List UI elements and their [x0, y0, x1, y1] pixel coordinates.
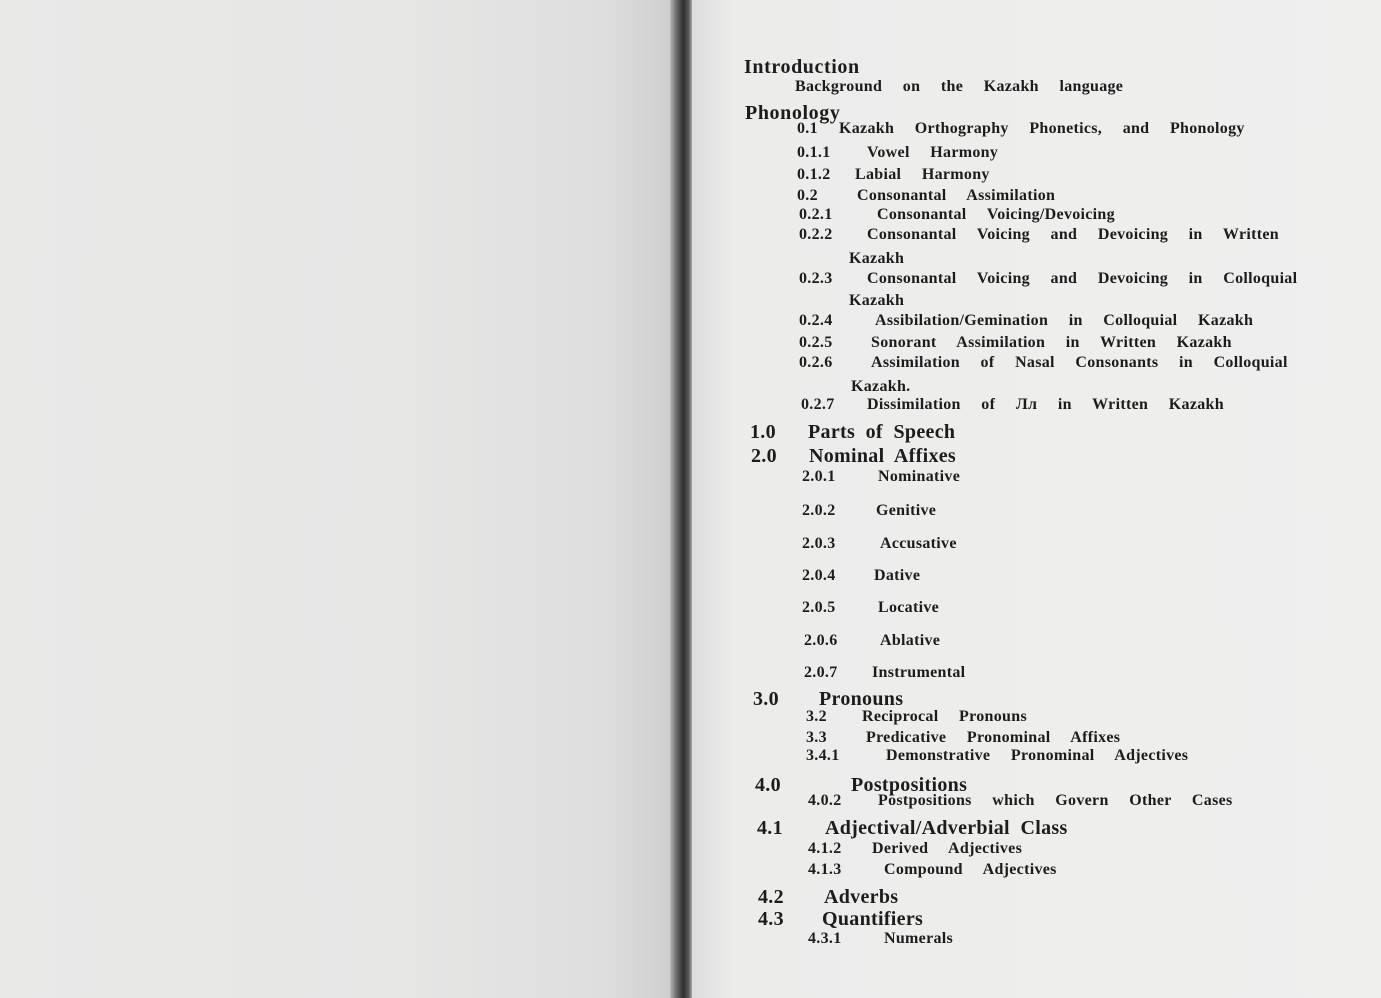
toc-title: Consonantal Voicing and Devoicing in Written — [867, 226, 1279, 243]
toc-title: Introduction — [744, 56, 860, 78]
toc-entry-s2-0 — [751, 445, 956, 468]
toc-entry-s0-2-7 — [801, 396, 1224, 414]
toc-number: 3.2 — [806, 708, 827, 725]
toc-title: Labial Harmony — [855, 166, 990, 183]
toc-number: 2.0.4 — [802, 567, 836, 584]
toc-number: 2.0 — [751, 445, 777, 467]
toc-title: Accusative — [880, 535, 957, 552]
toc-title: Pronouns — [819, 688, 904, 710]
toc-entry-s0-2-6-cont — [851, 378, 910, 396]
toc-entry-s0-1-2 — [797, 166, 990, 184]
toc-number: 0.2 — [797, 187, 818, 204]
toc-title: Assimilation of Nasal Consonants in Colloquial — [871, 354, 1288, 371]
toc-number: 3.3 — [806, 729, 827, 746]
toc-title: Predicative Pronominal Affixes — [866, 729, 1121, 746]
toc-entry-s0-2-3 — [799, 270, 1297, 288]
toc-title: Nominal Affixes — [809, 445, 957, 467]
toc-entry-s2-0-3 — [802, 535, 957, 553]
toc-title: Quantifiers — [822, 908, 924, 930]
toc-number: 2.0.3 — [802, 535, 836, 552]
toc-title: Vowel Harmony — [867, 144, 999, 161]
toc-number: 1.0 — [750, 421, 776, 443]
toc-number: 2.0.2 — [802, 502, 836, 519]
toc-number: 0.1 — [797, 120, 818, 137]
toc-entry-background — [795, 78, 1123, 96]
toc-number: 4.1 — [757, 817, 783, 839]
toc-entry-s0-2-2-cont — [849, 250, 904, 268]
toc-title: Dative — [874, 567, 921, 584]
toc-entry-s4-1-3 — [808, 861, 1057, 879]
toc-entry-s0-2 — [797, 187, 1055, 205]
toc-title: Kazakh. — [851, 378, 911, 395]
toc-entry-s2-0-5 — [802, 599, 939, 617]
toc-entry-s3-2 — [806, 708, 1027, 726]
toc-title: Compound Adjectives — [884, 861, 1057, 878]
toc-entry-s4-2 — [758, 886, 898, 909]
toc-title: Kazakh Orthography Phonetics, and Phonology — [839, 120, 1245, 137]
toc-entry-s0-1-1 — [797, 144, 998, 162]
toc-entry-s0-2-6 — [799, 354, 1288, 372]
toc-title: Numerals — [884, 930, 954, 947]
toc-entry-s2-0-6 — [804, 632, 940, 650]
toc-title: Phonology — [745, 102, 841, 124]
toc-number: 3.0 — [753, 688, 779, 710]
toc-number: 0.2.6 — [799, 354, 833, 371]
toc-number: 0.2.3 — [799, 270, 833, 287]
toc-entry-s3-4-1 — [806, 747, 1188, 765]
toc-title: Reciprocal Pronouns — [862, 708, 1027, 725]
toc-entry-s4-1-2 — [808, 840, 1022, 858]
toc-title: Demonstrative Pronominal Adjectives — [886, 747, 1189, 764]
toc-number: 2.0.1 — [802, 468, 836, 485]
toc-number: 4.1.3 — [808, 861, 842, 878]
toc-entry-s1-0 — [750, 421, 955, 444]
toc-title: Assibilation/Gemination in Colloquial Kazakh — [875, 312, 1254, 329]
toc-title: Background on the Kazakh language — [795, 78, 1124, 95]
toc-title: Kazakh — [849, 292, 905, 309]
toc-title: Sonorant Assimilation in Written Kazakh — [871, 334, 1232, 351]
toc-entry-s0-2-3-cont — [849, 292, 904, 310]
toc-entry-s0-2-2 — [799, 226, 1279, 244]
toc-number: 2.0.6 — [804, 632, 838, 649]
toc-title: Derived Adjectives — [872, 840, 1023, 857]
toc-entry-s0-2-4 — [799, 312, 1253, 330]
toc-title: Adverbs — [824, 886, 899, 908]
toc-number: 0.2.5 — [799, 334, 833, 351]
toc-entry-introduction — [744, 56, 860, 79]
toc-number: 4.0 — [755, 774, 781, 796]
toc-title: Locative — [878, 599, 940, 616]
toc-number: 0.1.1 — [797, 144, 831, 161]
toc-entry-s2-0-1 — [802, 468, 960, 486]
toc-entry-s0-2-1 — [799, 206, 1115, 224]
toc-entry-s4-1 — [757, 817, 1068, 840]
toc-number: 2.0.7 — [804, 664, 838, 681]
toc-entry-s2-0-2 — [802, 502, 936, 520]
toc-number: 4.3.1 — [808, 930, 842, 947]
toc-number: 4.2 — [758, 886, 784, 908]
toc-number: 4.3 — [758, 908, 784, 930]
toc-entry-s4-3 — [758, 908, 923, 931]
toc-title: Nominative — [878, 468, 961, 485]
toc-number: 0.2.7 — [801, 396, 835, 413]
toc-title: Instrumental — [872, 664, 966, 681]
toc-entry-s0-1 — [797, 120, 1245, 138]
toc-number: 0.2.1 — [799, 206, 833, 223]
toc-number: 0.2.2 — [799, 226, 833, 243]
toc-number: 2.0.5 — [802, 599, 836, 616]
toc-number: 3.4.1 — [806, 747, 840, 764]
toc-number: 4.1.2 — [808, 840, 842, 857]
toc-entry-s4-0-2 — [808, 792, 1233, 810]
toc-title: Ablative — [880, 632, 941, 649]
toc-title: Kazakh — [849, 250, 905, 267]
toc-title: Parts of Speech — [808, 421, 956, 443]
toc-entry-s2-0-4 — [802, 567, 920, 585]
toc-entry-s3-3 — [806, 729, 1120, 747]
toc-entry-s0-2-5 — [799, 334, 1232, 352]
toc-title: Dissimilation of Лл in Written Kazakh — [867, 396, 1224, 413]
toc-title: Adjectival/Adverbial Class — [825, 817, 1068, 839]
toc-entry-s2-0-7 — [804, 664, 965, 682]
toc-title: Postpositions which Govern Other Cases — [878, 792, 1233, 809]
toc-number: 0.1.2 — [797, 166, 831, 183]
toc-title: Consonantal Voicing/Devoicing — [877, 206, 1115, 223]
toc-title: Postpositions — [851, 774, 968, 796]
toc-number: 4.0.2 — [808, 792, 842, 809]
toc-entry-s4-3-1 — [808, 930, 953, 948]
toc-number: 0.2.4 — [799, 312, 833, 329]
toc-title: Genitive — [876, 502, 937, 519]
toc-title: Consonantal Voicing and Devoicing in Colloquial — [867, 270, 1298, 287]
toc-title: Consonantal Assimilation — [857, 187, 1056, 204]
